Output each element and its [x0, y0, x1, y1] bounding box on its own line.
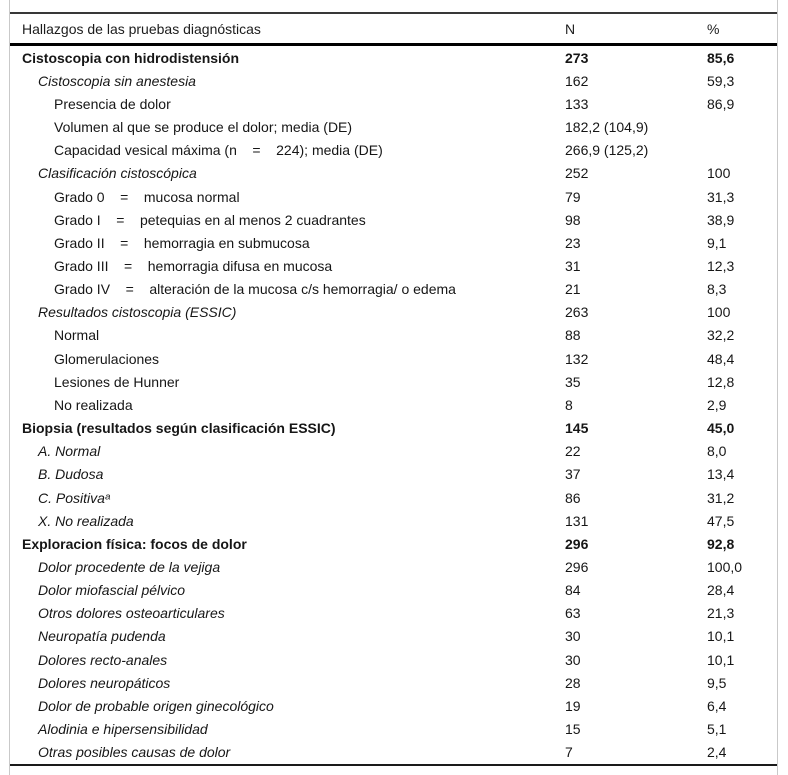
row-n-value: 30 — [565, 651, 581, 668]
row-n-value: 31 — [565, 257, 581, 274]
row-pct-value: 8,3 — [707, 281, 727, 298]
table-row — [10, 509, 777, 532]
row-n-value: 8 — [565, 396, 573, 413]
row-pct-value: 59,3 — [707, 72, 735, 89]
row-n-value: 263 — [565, 304, 589, 321]
table-row — [10, 185, 777, 208]
row-label: Grado II = hemorragia en submucosa — [54, 234, 310, 251]
table-row — [10, 254, 777, 277]
row-n-value: 86 — [565, 489, 581, 506]
row-n-value: 23 — [565, 234, 581, 251]
row-label: Grado III = hemorragia difusa en mucosa — [54, 257, 333, 274]
row-n-value: 84 — [565, 582, 581, 599]
row-pct-value: 13,4 — [707, 466, 735, 483]
table-row — [10, 486, 777, 509]
row-n-value: 88 — [565, 327, 581, 344]
row-n-value: 35 — [565, 373, 581, 390]
table-row — [10, 393, 777, 416]
row-label: Dolor miofascial pélvico — [38, 582, 186, 599]
row-n-value: 182,2 (104,9) — [565, 119, 649, 136]
row-label: Dolores neuropáticos — [38, 674, 171, 691]
row-pct-value: 2,9 — [707, 396, 727, 413]
table-row — [10, 46, 777, 69]
row-pct-value: 8,0 — [707, 443, 727, 460]
table-row — [10, 231, 777, 254]
row-label: Biopsia (resultados según clasificación ESSIC) — [22, 420, 336, 437]
row-label: Dolor procedente de la vejiga — [38, 559, 221, 576]
row-n-value: 132 — [565, 350, 589, 367]
row-label: Alodinia e hipersensibilidad — [38, 721, 208, 738]
row-pct-value: 31,3 — [707, 188, 735, 205]
row-label: Dolor de probable origen ginecológico — [38, 697, 274, 714]
row-n-value: 63 — [565, 605, 581, 622]
row-n-value: 296 — [565, 559, 589, 576]
row-n-value: 79 — [565, 188, 581, 205]
row-n-value: 28 — [565, 674, 581, 691]
table-row — [10, 162, 777, 185]
row-label: Presencia de dolor — [54, 95, 171, 112]
row-pct-value: 9,1 — [707, 234, 727, 251]
row-pct-value: 92,8 — [707, 535, 735, 552]
table-row — [10, 671, 777, 694]
header-findings-label: Hallazgos de las pruebas diagnósticas — [22, 20, 261, 37]
table-row — [10, 741, 777, 764]
row-label: Otras posibles causas de dolor — [38, 744, 231, 761]
table-row — [10, 532, 777, 555]
top-margin — [10, 0, 777, 12]
row-n-value: 7 — [565, 744, 573, 761]
table-row — [10, 69, 777, 92]
table-body — [10, 46, 777, 764]
table-row — [10, 579, 777, 602]
row-pct-value: 21,3 — [707, 605, 735, 622]
row-label: Resultados cistoscopia (ESSIC) — [38, 304, 237, 321]
bottom-rule — [10, 764, 777, 766]
row-n-value: 22 — [565, 443, 581, 460]
table-row — [10, 694, 777, 717]
row-label: Glomerulaciones — [54, 350, 160, 367]
row-pct-value: 100 — [707, 304, 731, 321]
row-pct-value: 86,9 — [707, 95, 735, 112]
table-row — [10, 278, 777, 301]
row-label: Grado 0 = mucosa normal — [54, 188, 240, 205]
table-row — [10, 602, 777, 625]
row-n-value: 37 — [565, 466, 581, 483]
row-pct-value: 28,4 — [707, 582, 735, 599]
row-pct-value: 100 — [707, 165, 731, 182]
row-n-value: 98 — [565, 211, 581, 228]
table-row — [10, 139, 777, 162]
row-label: C. Positivaᵃ — [38, 489, 110, 506]
row-pct-value: 2,4 — [707, 744, 727, 761]
row-n-value: 30 — [565, 628, 581, 645]
row-label: Volumen al que se produce el dolor; media (DE) — [54, 119, 353, 136]
table-row — [10, 440, 777, 463]
row-label: Cistoscopia con hidrodistensión — [22, 49, 240, 66]
table-row — [10, 301, 777, 324]
row-label: No realizada — [54, 396, 133, 413]
row-n-value: 273 — [565, 49, 589, 66]
row-n-value: 15 — [565, 721, 581, 738]
table-row — [10, 463, 777, 486]
row-pct-value: 38,9 — [707, 211, 735, 228]
row-label: Normal — [54, 327, 100, 344]
row-pct-value: 100,0 — [707, 559, 743, 576]
table-row — [10, 555, 777, 578]
row-n-value: 252 — [565, 165, 589, 182]
table-row — [10, 324, 777, 347]
table-row — [10, 648, 777, 671]
row-n-value: 131 — [565, 512, 589, 529]
row-label: Dolores recto-anales — [38, 651, 168, 668]
row-pct-value: 85,6 — [707, 49, 735, 66]
row-label: Clasificación cistoscópica — [38, 165, 197, 182]
table-row — [10, 370, 777, 393]
table-frame — [9, 0, 778, 775]
row-n-value: 296 — [565, 535, 589, 552]
table-row — [10, 625, 777, 648]
table-row — [10, 417, 777, 440]
row-label: Grado IV = alteración de la mucosa c/s hemorragia/ o edema — [54, 281, 456, 298]
row-pct-value: 48,4 — [707, 350, 735, 367]
row-pct-value: 45,0 — [707, 420, 735, 437]
row-n-value: 133 — [565, 95, 589, 112]
header-n-label: N — [565, 20, 576, 37]
row-pct-value: 6,4 — [707, 697, 727, 714]
row-pct-value: 5,1 — [707, 721, 727, 738]
row-label: A. Normal — [38, 443, 101, 460]
row-label: B. Dudosa — [38, 466, 104, 483]
row-pct-value: 10,1 — [707, 651, 735, 668]
row-pct-value: 31,2 — [707, 489, 735, 506]
header-pct-label: % — [707, 20, 720, 37]
table-header-row — [10, 14, 777, 43]
row-label: Exploracion física: focos de dolor — [22, 535, 247, 552]
row-pct-value: 12,3 — [707, 257, 735, 274]
row-label: Lesiones de Hunner — [54, 373, 180, 390]
row-n-value: 162 — [565, 72, 589, 89]
row-label: Capacidad vesical máxima (n = 224); media (DE) — [54, 142, 383, 159]
row-n-value: 145 — [565, 420, 589, 437]
row-pct-value: 47,5 — [707, 512, 735, 529]
row-label: Otros dolores osteoarticulares — [38, 605, 225, 622]
row-n-value: 19 — [565, 697, 581, 714]
table-row — [10, 347, 777, 370]
row-pct-value: 32,2 — [707, 327, 735, 344]
row-n-value: 21 — [565, 281, 581, 298]
row-n-value: 266,9 (125,2) — [565, 142, 649, 159]
row-pct-value: 10,1 — [707, 628, 735, 645]
row-label: Neuropatía pudenda — [38, 628, 166, 645]
table-row — [10, 718, 777, 741]
row-label: Grado I = petequias en al menos 2 cuadrantes — [54, 211, 366, 228]
row-pct-value: 12,8 — [707, 373, 735, 390]
table-row — [10, 92, 777, 115]
table-row — [10, 208, 777, 231]
row-label: Cistoscopia sin anestesia — [38, 72, 196, 89]
row-pct-value: 9,5 — [707, 674, 727, 691]
table-row — [10, 115, 777, 138]
row-label: X. No realizada — [38, 512, 134, 529]
